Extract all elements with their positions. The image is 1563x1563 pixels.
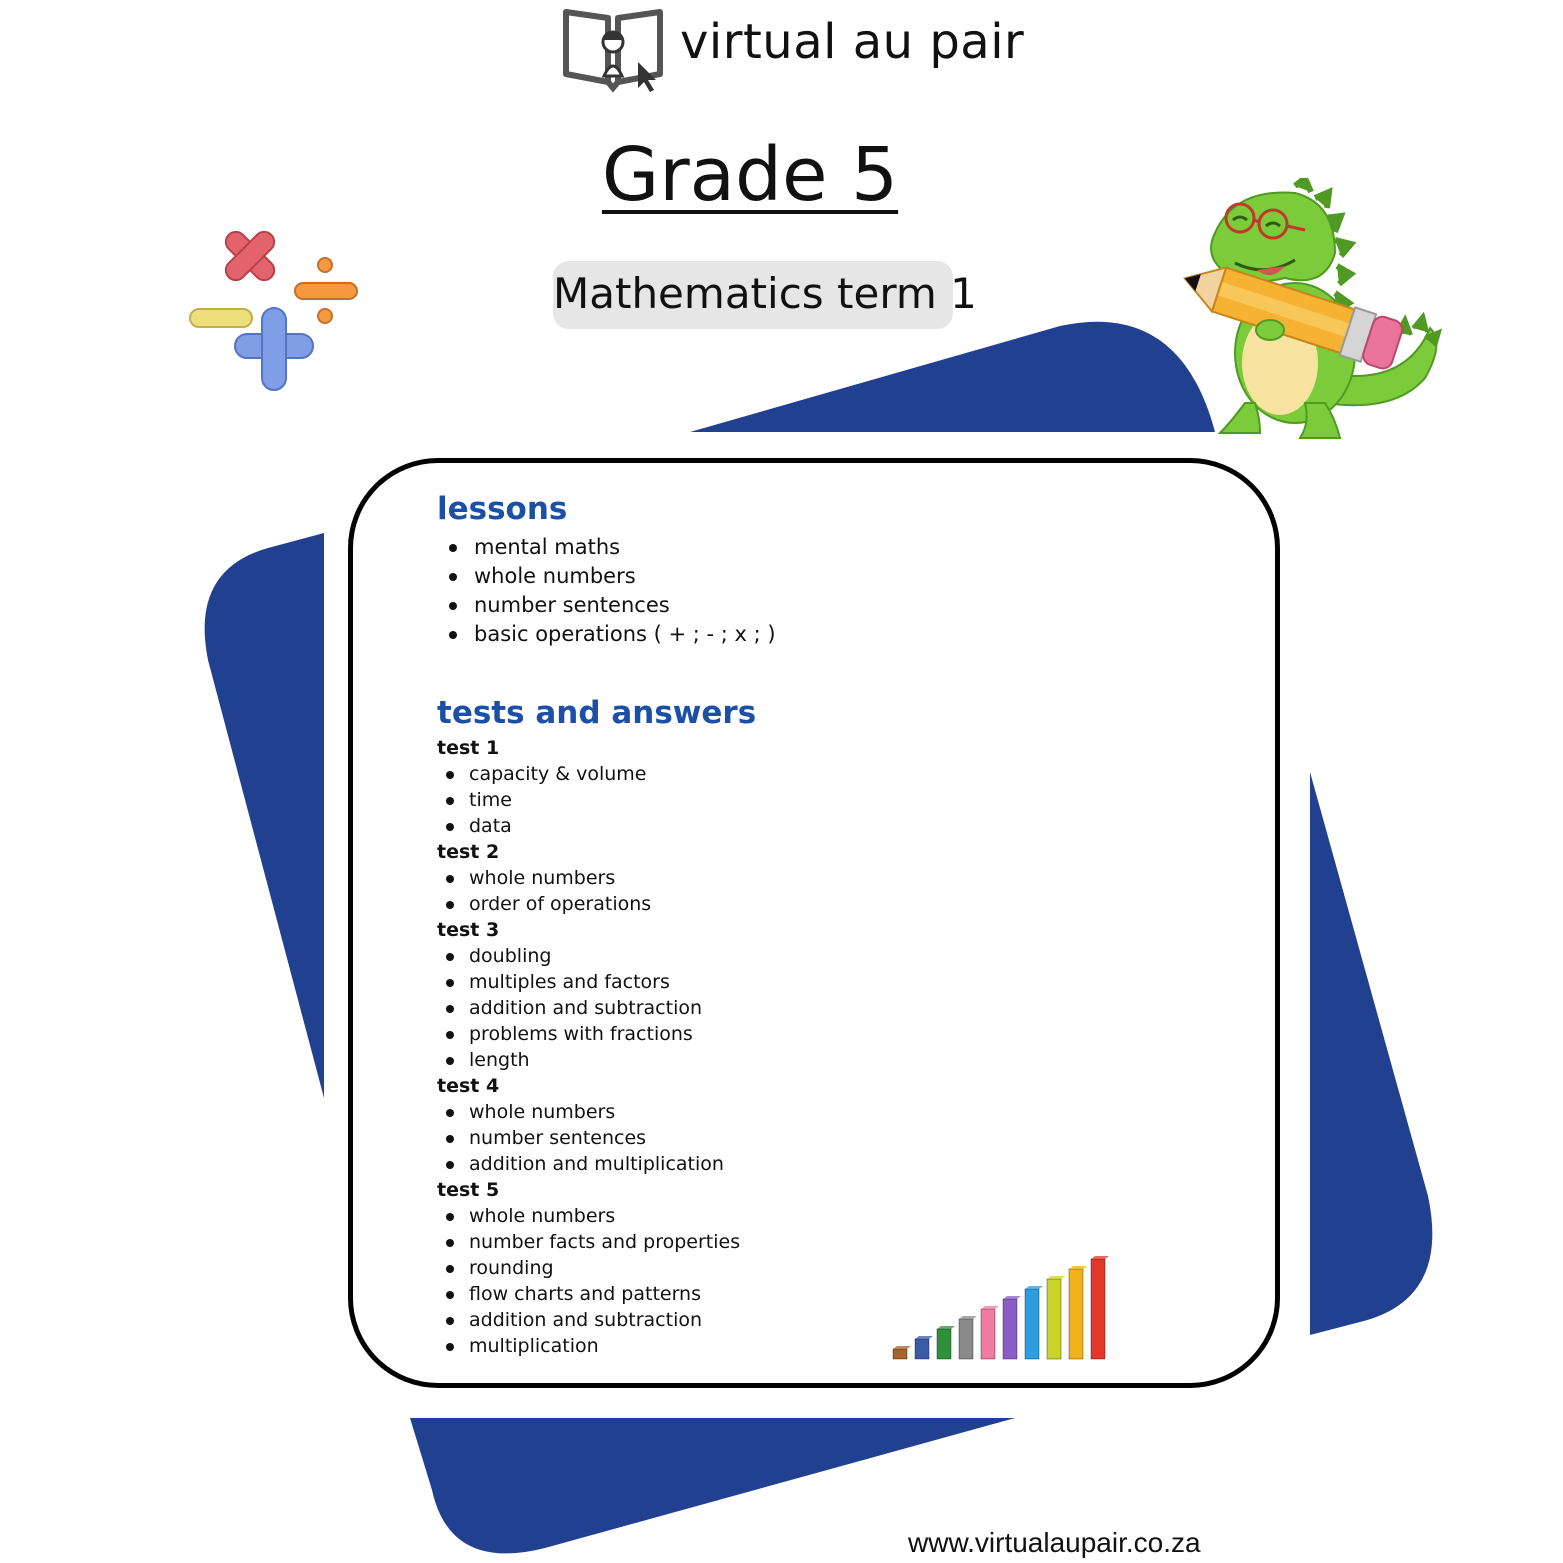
- list-item: addition and multiplication: [437, 1151, 740, 1177]
- test-label: test 5: [437, 1179, 500, 1201]
- list-item: number facts and properties: [437, 1229, 740, 1255]
- counting-block: [959, 1319, 973, 1359]
- list-item: multiplication: [437, 1333, 740, 1359]
- list-item: length: [437, 1047, 740, 1073]
- list-item: multiples and factors: [437, 969, 740, 995]
- counting-block: [981, 1309, 995, 1359]
- test-label: test 1: [437, 737, 500, 759]
- list-item: addition and subtraction: [437, 995, 740, 1021]
- counting-block-top: [937, 1326, 955, 1329]
- math-operators-icon: [185, 222, 365, 400]
- list-item: basic operations ( + ; - ; x ; ): [440, 620, 776, 649]
- counting-blocks-illustration: [891, 1249, 1121, 1361]
- content-card: [348, 458, 1280, 1388]
- lessons-list: [440, 533, 776, 649]
- counting-block: [1025, 1289, 1039, 1359]
- list-item: addition and subtraction: [437, 1307, 740, 1333]
- test-1-list: [437, 761, 740, 839]
- website-url: www.virtualaupair.co.za: [908, 1527, 1201, 1558]
- list-item: whole numbers: [440, 562, 776, 591]
- list-item: number sentences: [437, 1125, 740, 1151]
- test-label: test 4: [437, 1075, 500, 1097]
- list-item: mental maths: [440, 533, 776, 562]
- test-5-list: [437, 1203, 740, 1359]
- test-4-list: [437, 1099, 740, 1177]
- counting-block-top: [981, 1306, 999, 1309]
- tests-heading: tests and answers: [437, 695, 757, 731]
- lessons-heading: lessons: [437, 491, 568, 527]
- blue-shape-left: [205, 533, 324, 1098]
- dinosaur-with-pencil-illustration: [1175, 178, 1455, 443]
- blue-shape-right: [1310, 772, 1432, 1335]
- counting-block-top: [1069, 1266, 1087, 1269]
- list-item: data: [437, 813, 740, 839]
- subtitle: Mathematics term 1: [553, 269, 977, 318]
- list-item: time: [437, 787, 740, 813]
- counting-block: [1047, 1279, 1061, 1359]
- list-item: doubling: [437, 943, 740, 969]
- subtitle-badge: [553, 261, 977, 329]
- test-2-list: [437, 865, 740, 917]
- list-item: capacity & volume: [437, 761, 740, 787]
- counting-block: [937, 1329, 951, 1359]
- blue-shape-top: [690, 322, 1215, 432]
- counting-block: [1069, 1269, 1083, 1359]
- test-label: test 3: [437, 919, 500, 941]
- book-with-child-and-cursor-icon: [560, 4, 670, 94]
- counting-block: [915, 1339, 929, 1359]
- counting-block: [1003, 1299, 1017, 1359]
- test-label: test 2: [437, 841, 500, 863]
- counting-block-top: [915, 1336, 933, 1339]
- counting-block-top: [959, 1316, 977, 1319]
- counting-block-top: [893, 1346, 911, 1349]
- counting-block-top: [1003, 1296, 1021, 1299]
- brand-logo: [560, 4, 1025, 94]
- list-item: whole numbers: [437, 865, 740, 891]
- list-item: problems with fractions: [437, 1021, 740, 1047]
- counting-block: [1091, 1259, 1105, 1359]
- counting-block-top: [1047, 1276, 1065, 1279]
- counting-block: [893, 1349, 907, 1359]
- list-item: number sentences: [440, 591, 776, 620]
- counting-block-top: [1091, 1256, 1109, 1259]
- tests-section: [437, 735, 740, 1359]
- brand-name: virtual au pair: [680, 14, 1025, 70]
- counting-block-top: [1025, 1286, 1043, 1289]
- test-3-list: [437, 943, 740, 1073]
- list-item: flow charts and patterns: [437, 1281, 740, 1307]
- list-item: order of operations: [437, 891, 740, 917]
- list-item: whole numbers: [437, 1203, 740, 1229]
- page-title: Grade 5: [601, 132, 899, 218]
- list-item: whole numbers: [437, 1099, 740, 1125]
- list-item: rounding: [437, 1255, 740, 1281]
